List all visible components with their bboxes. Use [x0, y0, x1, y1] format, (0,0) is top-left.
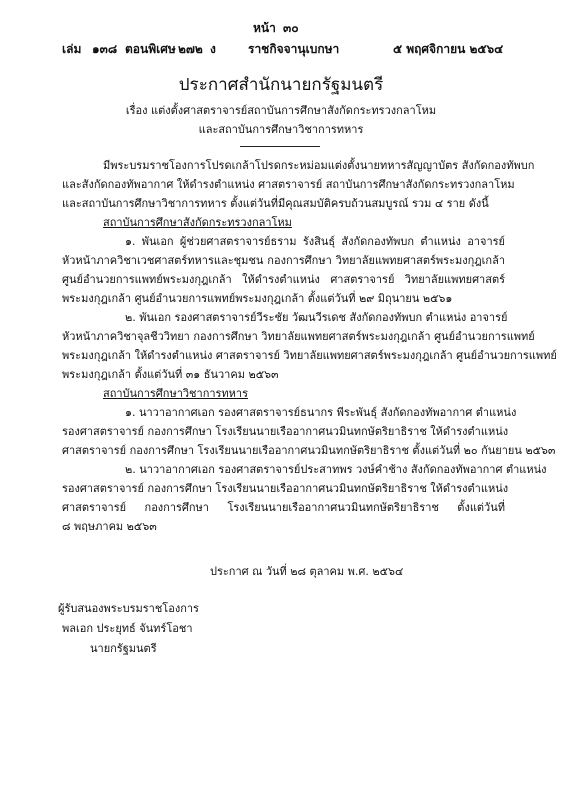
issue-label: ตอนพิเศษ [125, 42, 176, 56]
appointment-line: หัวหน้าภาควิชาจุลชีววิทยา กองการศึกษา วิทยาลัยแพทยศาสตร์พระมงกุฎเกล้า ศูนย์อำนวยการแพทย์ [62, 330, 535, 343]
appointment-line: พระมงกุฎเกล้า ให้ดำรงตำแหน่ง ศาสตราจารย์ วิทยาลัยแพทยศาสตร์พระมงกุฎเกล้า ศูนย์อำนวยการแพทย์ [62, 349, 557, 362]
appointment-line: ศาสตราจารย์ กองการศึกษา โรงเรียนนายเรืออากาศนวมินทกษัตริยาธิราช ตั้งแต่วันที่ [62, 501, 505, 514]
intro-line: และสถาบันการศึกษาวิชาการทหาร ตั้งแต่วันที่มีคุณสมบัติครบถ้วนสมบูรณ์ รวม ๔ ราย ดังนี้ [62, 197, 489, 210]
subject-line-2: และสถาบันการศึกษาวิชาการทหาร [198, 123, 364, 136]
appointment-line: ๒. พันเอก รองศาสตราจารย์วีระชัย วัฒนวีรเดช สังกัดกองทัพบก ตำแหน่ง อาจารย์ [125, 311, 508, 324]
subject-line-1: เรื่อง แต่งตั้งศาสตราจารย์สถาบันการศึกษาสังกัดกระทรวงกลาโหม [125, 104, 437, 117]
title-divider [240, 146, 320, 147]
signatory-name: พลเอก ประยุทธ์ จันทร์โอชา [62, 622, 193, 635]
appointment-line: รองศาสตราจารย์ กองการศึกษา โรงเรียนนายเรืออากาศนวมินทกษัตริยาธิราช ให้ดำรงตำแหน่ง [62, 425, 509, 438]
appointment-line: ศูนย์อำนวยการแพทย์พระมงกุฎเกล้า ให้ดำรงตำแหน่ง ศาสตราจารย์ วิทยาลัยแพทยศาสตร์ [62, 273, 505, 286]
announcement-date: ประกาศ ณ วันที่ ๒๘ ตุลาคม พ.ศ. ๒๕๖๔ [210, 565, 404, 578]
appointment-line: พระมงกุฎเกล้า ตั้งแต่วันที่ ๓๑ ธันวาคม ๒๕๖๓ [62, 368, 279, 381]
intro-line: และสังกัดกองทัพอากาศ ให้ดำรงตำแหน่ง ศาสตราจารย์ สถาบันการศึกษาสังกัดกระทรวงกลาโหม [62, 178, 515, 191]
page-number: ๓๐ [283, 21, 299, 35]
section-heading-military-academies: สถาบันการศึกษาวิชาการทหาร [103, 387, 249, 400]
appointment-line: ศาสตราจารย์ กองการศึกษา โรงเรียนนายเรืออากาศนวมินทกษัตริยาธิราช ตั้งแต่วันที่ ๒๐ กันยายน ๒๕๖๓ [62, 444, 556, 457]
page-label: หน้า [253, 21, 276, 35]
appointment-line: รองศาสตราจารย์ กองการศึกษา โรงเรียนนายเรืออากาศนวมินทกษัตริยาธิราช ให้ดำรงตำแหน่ง [62, 482, 509, 495]
volume-number: ๑๓๘ [92, 42, 118, 56]
gazette-name: ราชกิจจานุเบกษา [248, 42, 340, 56]
section-heading-defense-institutions: สถาบันการศึกษาสังกัดกระทรวงกลาโหม [103, 216, 292, 229]
appointment-line: พระมงกุฎเกล้า ศูนย์อำนวยการแพทย์พระมงกุฎเกล้า ตั้งแต่วันที่ ๒๙ มิถุนายน ๒๕๖๑ [62, 292, 453, 305]
appointment-line: ๒. นาวาอากาศเอก รองศาสตราจารย์ประสาทพร วงษ์คำช้าง สังกัดกองทัพอากาศ ตำแหน่ง [125, 463, 547, 476]
gazette-date: ๕ พฤศจิกายน ๒๕๖๔ [393, 42, 504, 56]
appointment-line: หัวหน้าภาควิชาเวชศาสตร์ทหารและชุมชน กองการศึกษา วิทยาลัยแพทยศาสตร์พระมงกุฎเกล้า [62, 254, 505, 267]
appointment-line: ๑. นาวาอากาศเอก รองศาสตราจารย์ธนากร พีระพันธุ์ สังกัดกองทัพอากาศ ตำแหน่ง [125, 406, 517, 419]
appointment-line: ๑. พันเอก ผู้ช่วยศาสตราจารย์ธราม รังสินธุ์ สังกัดกองทัพบก ตำแหน่ง อาจารย์ [125, 235, 505, 248]
intro-line: มีพระบรมราชโองการโปรดเกล้าโปรดกระหม่อมแต่งตั้งนายทหารสัญญาบัตร สังกัดกองทัพบก [103, 159, 535, 172]
section-letter: ง [210, 42, 216, 56]
volume-label: เล่ม [62, 42, 82, 56]
issue-number: ๒๗๒ [178, 42, 203, 56]
countersign-label: ผู้รับสนองพระบรมราชโองการ [58, 602, 199, 615]
document-title: ประกาศสำนักนายกรัฐมนตรี [178, 75, 384, 95]
appointment-line: ๘ พฤษภาคม ๒๕๖๓ [62, 520, 157, 533]
signatory-title: นายกรัฐมนตรี [90, 642, 157, 655]
